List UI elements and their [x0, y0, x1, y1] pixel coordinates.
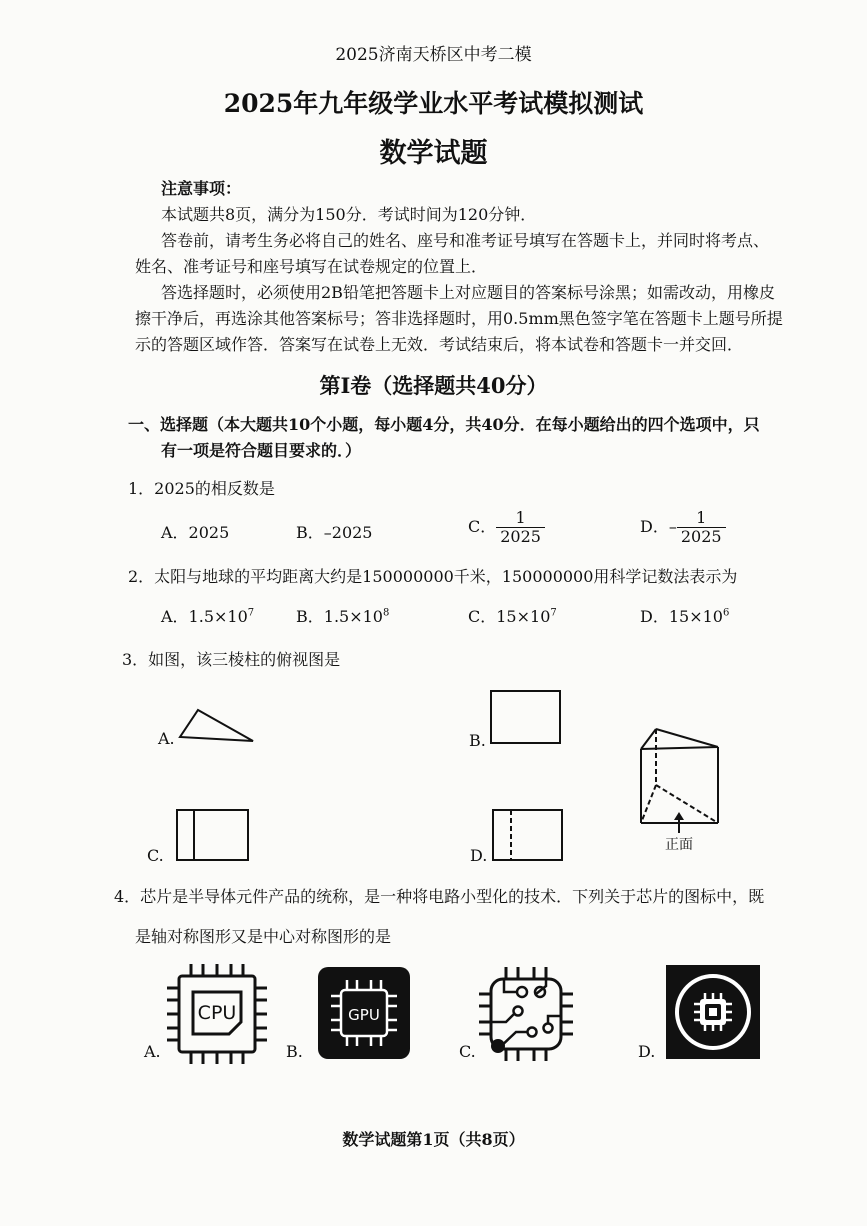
notes-line: 答选择题时，必须使用2B铅笔把答题卡上对应题目的答案标号涂黑；如需改动，用橡皮 [161, 283, 775, 302]
notes-line: 示的答题区域作答．答案写在试卷上无效．考试结束后，将本试卷和答题卡一并交回． [135, 335, 744, 354]
q3-option-d-label: D. [470, 846, 488, 865]
fraction-denominator: 2025 [500, 527, 541, 546]
notes-line: 姓名、准考证号和座号填写在试卷规定的位置上． [135, 257, 488, 276]
q2-option-c-base: C．15×10 [468, 607, 551, 626]
fraction-numerator: 1 [677, 509, 726, 528]
exam-title: 2025年九年级学业水平考试模拟测试 [223, 89, 644, 118]
notes-line: 答卷前，请考生务必将自己的姓名、座号和准考证号填写在答题卡上，并同时将考点、 [161, 231, 770, 250]
q4-option-d-label: D. [638, 1042, 656, 1061]
cpu-chip-text: CPU [197, 1002, 237, 1024]
cpu-chip-icon [165, 962, 269, 1066]
question-3-stem: 3．如图，该三棱柱的俯视图是 [122, 650, 341, 669]
circuit-chip-icon [476, 964, 576, 1064]
notes-heading: 注意事项： [161, 179, 242, 198]
fraction-numerator: 1 [496, 509, 545, 528]
front-view-arrow-icon [672, 812, 686, 834]
q2-option-d [640, 604, 729, 627]
exponent: 8 [382, 607, 390, 619]
q2-option-d-base: D．15×10 [640, 607, 723, 626]
exponent: 7 [550, 607, 557, 619]
q3-option-c-split-rectangle-figure [176, 809, 250, 863]
section-intro: 一、选择题（本大题共10个小题，每小题4分，共40分．在每小题给出的四个选项中，只 [128, 415, 760, 434]
q3-option-b-rectangle-figure [490, 690, 562, 746]
q4-option-b-label: B. [286, 1042, 303, 1061]
q2-option-a-base: A．1.5×10 [161, 607, 248, 626]
section-intro: 有一项是符合题目要求的．） [161, 441, 362, 460]
q3-option-c-label: C. [147, 846, 164, 865]
q2-option-b-base: B．1.5×10 [296, 607, 383, 626]
exam-subtitle: 数学试题 [379, 138, 488, 169]
question-4-stem: 是轴对称图形又是中心对称图形的是 [135, 927, 392, 946]
q1-option-c [468, 509, 545, 546]
q3-option-a-label: A. [158, 729, 175, 748]
fraction [677, 509, 726, 546]
question-1-stem: 1．2025的相反数是 [128, 479, 275, 498]
section-title: 第Ⅰ卷（选择题共40分） [319, 373, 548, 398]
exponent: 7 [247, 607, 255, 619]
question-2-stem: 2．太阳与地球的平均距离大约是150000000千米，150000000用科学记数法表示为 [128, 567, 738, 586]
q1-option-a: A．2025 [161, 523, 230, 542]
notes-line: 擦干净后，再选涂其他答案标号；答非选择题时，用0.5mm黑色签字笔在答题卡上题号所提 [135, 309, 783, 328]
q1-option-c-label: C． [468, 517, 497, 536]
exponent: 6 [722, 607, 730, 619]
fraction-denominator: 2025 [680, 527, 722, 546]
q3-option-d-dashed-rectangle-figure [492, 809, 564, 863]
gpu-chip-text: GPU [348, 1006, 380, 1024]
q2-option-a [161, 604, 254, 627]
question-4-stem: 4．芯片是半导体元件产品的统称，是一种将电路小型化的技术．下列关于芯片的图标中，既 [114, 887, 765, 906]
q1-option-d [640, 509, 726, 546]
q3-option-b-label: B. [469, 731, 486, 750]
q4-option-c-label: C. [459, 1042, 476, 1061]
q1-option-d-label: D．– [640, 517, 677, 536]
front-view-label: 正面 [665, 837, 693, 853]
q1-option-b: B．–2025 [296, 523, 373, 542]
q2-option-c [468, 604, 557, 627]
circular-chip-icon [665, 964, 761, 1060]
exam-source-line: 2025济南天桥区中考二模 [335, 45, 532, 65]
page-footer: 数学试题第1页（共8页） [342, 1130, 525, 1149]
q2-option-b [296, 604, 389, 627]
q3-option-a-triangle-figure [178, 705, 258, 745]
fraction [496, 509, 545, 546]
q4-option-a-label: A. [144, 1042, 161, 1061]
gpu-chip-icon [317, 966, 411, 1060]
notes-line: 本试题共8页，满分为150分．考试时间为120分钟． [161, 205, 537, 224]
